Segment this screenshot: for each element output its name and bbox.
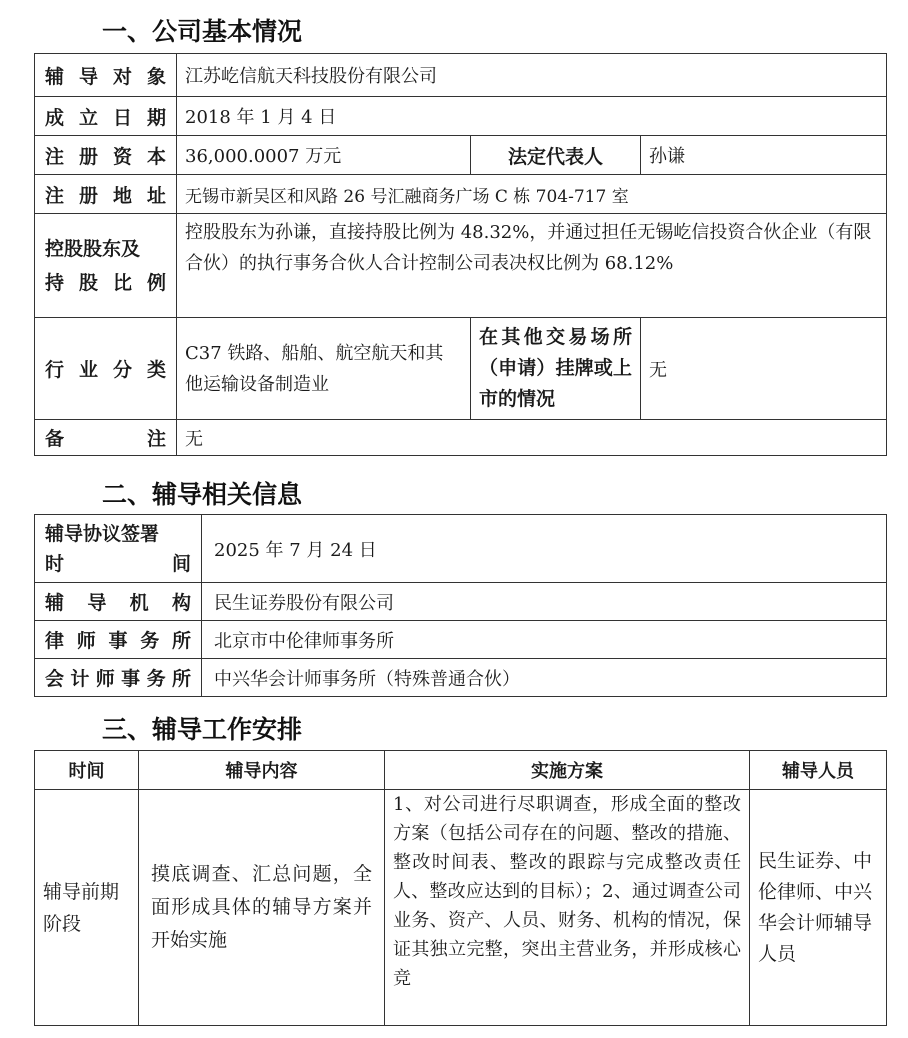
law-firm-value: 北京市中伦律师事务所 bbox=[202, 621, 887, 659]
institution-value: 民生证券股份有限公司 bbox=[202, 583, 887, 621]
section1-heading: 一、公司基本情况 bbox=[102, 17, 303, 46]
agreement-label: 辅导协议签署 时 间 bbox=[35, 515, 202, 583]
section2-heading: 二、辅导相关信息 bbox=[102, 480, 303, 509]
industry-label: 行 业 分 类 bbox=[35, 318, 177, 420]
agreement-value: 2025 年 7 月 24 日 bbox=[202, 515, 887, 583]
law-firm-label: 律 师 事 务 所 bbox=[35, 621, 202, 659]
controlling-label: 控股股东及 持 股 比 例 bbox=[35, 214, 177, 318]
row1-time: 辅导前期阶段 bbox=[35, 790, 139, 1026]
legal-rep-value: 孙谦 bbox=[641, 136, 887, 175]
section3-heading: 三、辅导工作安排 bbox=[102, 715, 303, 744]
institution-label: 辅 导 机 构 bbox=[35, 583, 202, 621]
other-listing-value: 无 bbox=[641, 318, 887, 420]
controlling-value: 控股股东为孙谦，直接持股比例为 48.32%，并通过担任无锡屹信投资合伙企业（有限合伙）的执行事务合伙人合计控制公司表决权比例为 68.12% bbox=[177, 214, 887, 318]
accounting-value: 中兴华会计师事务所（特殊普通合伙） bbox=[202, 659, 887, 697]
remarks-label: 备 注 bbox=[35, 420, 177, 456]
address-label: 注 册 地 址 bbox=[35, 175, 177, 214]
target-value: 江苏屹信航天科技股份有限公司 bbox=[177, 54, 887, 97]
header-plan: 实施方案 bbox=[385, 751, 750, 790]
remarks-value: 无 bbox=[177, 420, 887, 456]
address-value: 无锡市新吴区和风路 26 号汇融商务广场 C 栋 704-717 室 bbox=[177, 175, 887, 214]
founded-value: 2018 年 1 月 4 日 bbox=[177, 97, 887, 136]
row1-staff: 民生证券、中伦律师、中兴华会计师辅导人员 bbox=[750, 790, 887, 1026]
target-label: 辅 导 对 象 bbox=[35, 54, 177, 97]
row1-content: 摸底调查、汇总问题，全面形成具体的辅导方案并开始实施 bbox=[139, 790, 385, 1026]
capital-label: 注 册 资 本 bbox=[35, 136, 177, 175]
company-info-table bbox=[34, 53, 887, 456]
header-staff: 辅导人员 bbox=[750, 751, 887, 790]
coaching-info-table bbox=[34, 514, 887, 697]
work-arrangement-table bbox=[34, 750, 887, 1026]
industry-value: C37 铁路、船舶、航空航天和其他运输设备制造业 bbox=[177, 318, 471, 420]
header-time: 时间 bbox=[35, 751, 139, 790]
accounting-label: 会 计 师 事 务 所 bbox=[35, 659, 202, 697]
controlling-label-line1: 控股股东及 bbox=[45, 237, 141, 260]
capital-value: 36,000.0007 万元 bbox=[177, 136, 471, 175]
agreement-label-line1: 辅导协议签署 bbox=[45, 522, 160, 545]
header-content: 辅导内容 bbox=[139, 751, 385, 790]
row1-plan: 1、对公司进行尽职调查，形成全面的整改方案（包括公司存在的问题、整改的措施、整改时间表、整改的跟踪与完成整改责任人、整改应达到的目标）；2、通过调查公司业务、资产、人员、财务、机构的情况，保证其独立完整，突出主营业务，并形成核心竞 bbox=[385, 790, 750, 1026]
other-listing-label: 在其他交易场所（申请）挂牌或上市的情况 bbox=[471, 318, 641, 420]
founded-label: 成 立 日 期 bbox=[35, 97, 177, 136]
legal-rep-label: 法定代表人 bbox=[471, 136, 641, 175]
